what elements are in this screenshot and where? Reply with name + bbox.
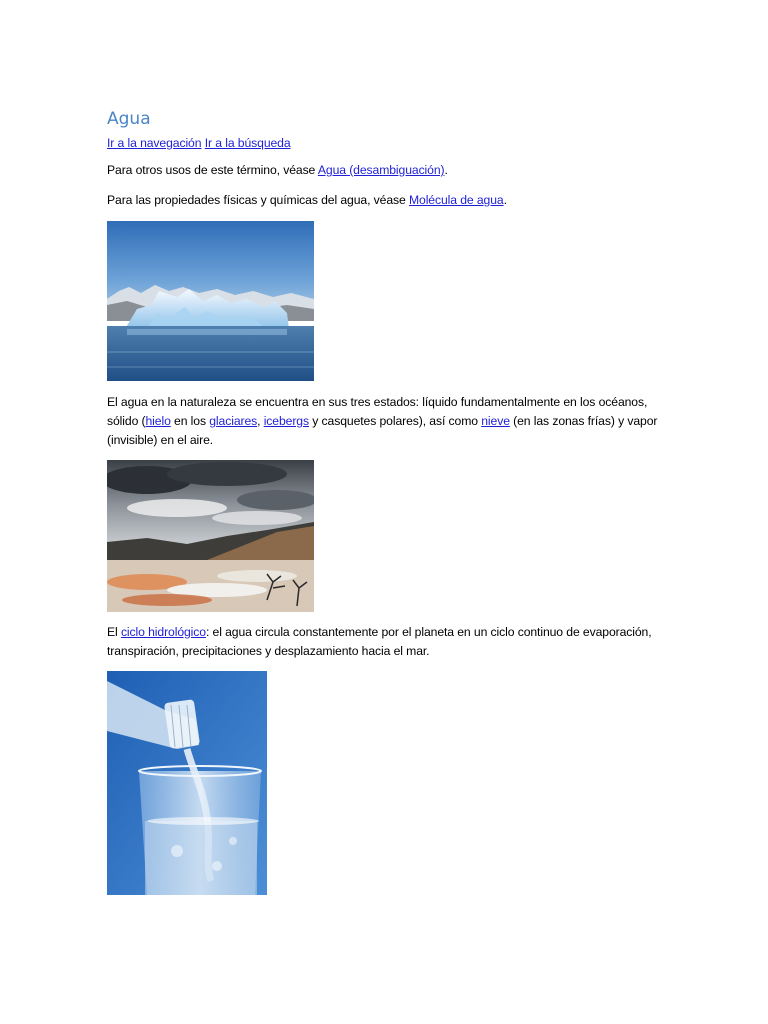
link-nieve[interactable]: nieve [481,414,510,428]
text: . [444,163,448,177]
nav-links [107,134,667,153]
link-agua-desambiguacion[interactable]: Agua (desambiguación) [317,163,445,177]
link-search[interactable]: Ir a la búsqueda [204,136,291,150]
link-navigation[interactable]: Ir a la navegación [107,136,202,150]
disambiguation-note [107,161,667,180]
text: : el agua circula constantemente por el planeta en un ciclo continuo de evaporación, transpiración, precipitaciones y desplazamiento hacia el mar. [107,625,652,658]
link-molecula-de-agua[interactable]: Molécula de agua [408,193,504,207]
text: (en las zonas frías) y vapor (invisible) en el aire. [107,414,658,447]
text: . [503,193,507,207]
text: y casquetes polares), así como [308,414,482,428]
text: El agua en la naturaleza se encuentra en sus tres estados: líquido fundamentalmente en los océanos, sólido ( [107,395,648,428]
text: Para otros usos de este término, véase [107,163,318,177]
text: Para las propiedades físicas y químicas del agua, véase [107,193,409,207]
water-glass-image [107,671,267,895]
page-title: Agua [107,109,151,129]
link-glaciares[interactable]: glaciares [209,414,258,428]
article [107,108,667,895]
text: en los [170,414,210,428]
link-icebergs[interactable]: icebergs [263,414,309,428]
nature-paragraph [107,393,667,450]
text: , [257,414,264,428]
landscape-image [107,460,314,612]
text: El [107,625,121,639]
cycle-paragraph [107,623,667,661]
iceberg-image [107,221,314,381]
properties-note [107,191,667,210]
link-ciclo-hidrologico[interactable]: ciclo hidrológico [120,625,206,639]
link-hielo[interactable]: hielo [145,414,171,428]
